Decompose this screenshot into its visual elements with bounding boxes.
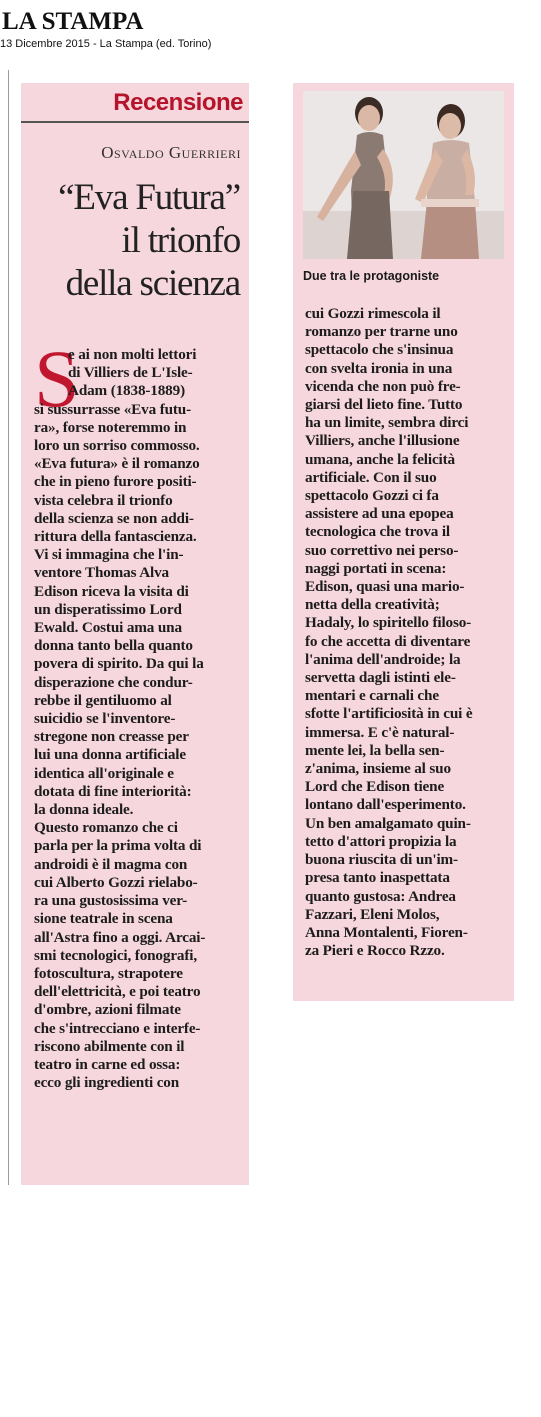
body-text-line: buona riuscita di un'im- (305, 851, 458, 869)
section-kicker: Recensione (113, 89, 243, 116)
body-text-line: Lord che Edison tiene (305, 778, 445, 796)
body-text-line: Edison, quasi una mario- (305, 578, 465, 596)
body-text-line: loro un sorriso commosso. (34, 437, 200, 455)
body-text-line: tecnologica che trova il (305, 523, 451, 541)
article-column-right (293, 83, 514, 1001)
body-text-line: «Eva futura» è il romanzo (34, 455, 200, 473)
body-text-line: riscono abilmente con il (34, 1037, 185, 1055)
body-text-line: che s'intrecciano e interfe- (34, 1019, 201, 1037)
body-text-line: cui Alberto Gozzi rielabo- (34, 873, 198, 891)
body-text-line: romanzo per trarne uno (305, 323, 458, 341)
body-text-line: giarsi del lieto fine. Tutto (305, 396, 463, 414)
stage-photo (303, 91, 504, 259)
article-body-left (34, 333, 245, 1092)
body-text-line: che in pieno furore positi- (34, 473, 197, 491)
kicker-divider (21, 121, 249, 123)
body-text-line: parla per la prima volta di (34, 837, 202, 855)
drop-cap: S (34, 333, 80, 424)
body-text-line: un disperatissimo Lord (34, 600, 182, 618)
body-text-line: lontano dall'esperimento. (305, 796, 466, 814)
body-text-line: z'anima, insieme al suo (305, 760, 451, 778)
body-text-line: servetta dagli istinti ele- (305, 669, 456, 687)
body-text-line: Edison riceva la visita di (34, 582, 189, 600)
body-text-line: Ewald. Costui ama una (34, 619, 182, 637)
body-text-line: disperazione che condur- (34, 673, 193, 691)
body-text-line: rittura della fantascienza. (34, 528, 197, 546)
publication-dateline: 13 Dicembre 2015 - La Stampa (ed. Torino) (0, 38, 212, 50)
body-text-line: sione teatrale in scena (34, 910, 173, 928)
headline-line: “Eva Futura” (58, 177, 240, 218)
body-text-line: Adam (1838-1889) (68, 382, 185, 400)
photo-caption: Due tra le protagoniste (303, 269, 440, 283)
body-text-line: Villiers, anche l'illusione (305, 432, 460, 450)
body-text-line: fo che accetta di diventare (305, 632, 471, 650)
body-text-line: ha un limite, sembra dirci (305, 414, 469, 432)
body-text-line: tetto d'attori propizia la (305, 832, 457, 850)
body-text-line: rebbe il gentiluomo al (34, 691, 172, 709)
article-headline (21, 176, 240, 305)
body-text-line: mente lei, la bella sen- (305, 741, 445, 759)
body-text-line: artificiale. Con il suo (305, 468, 437, 486)
body-text-line: immersa. E c'è natural- (305, 723, 455, 741)
body-text-line: smi tecnologici, fonografi, (34, 946, 197, 964)
body-text-line: ecco gli ingredienti con (34, 1074, 180, 1092)
body-text-line: cui Gozzi rimescola il (305, 305, 441, 322)
body-text-line: netta della creatività; (305, 596, 440, 614)
body-text-line: identica all'originale e (34, 764, 174, 782)
body-text-line: Vi si immagina che l'in- (34, 546, 184, 564)
body-text-line: suo correttivo nei perso- (305, 541, 459, 559)
author-byline: Osvaldo Guerrieri (101, 143, 241, 162)
body-text-line: la donna ideale. (34, 801, 134, 819)
body-text-line: umana, anche la felicità (305, 450, 455, 468)
body-text-line: povera di spirito. Da qui la (34, 655, 204, 673)
body-text-line: con svelta ironia in una (305, 359, 453, 377)
body-text-line: mentari e carnali che (305, 687, 439, 705)
body-text-line: si sussurrasse «Eva futu- (34, 400, 192, 418)
body-text-line: ra una gustosissima ver- (34, 892, 188, 910)
body-text-line: Anna Montalenti, Fioren- (305, 923, 468, 941)
body-text-line: assistere ad una epopea (305, 505, 454, 523)
body-text-line: teatro in carne ed ossa: (34, 1055, 181, 1073)
body-text-line: ventore Thomas Alva (34, 564, 169, 582)
body-text-line: vista celebra il trionfo (34, 491, 173, 509)
body-text-line: suicidio se l'inventore- (34, 710, 176, 728)
body-text-line: Fazzari, Eleni Molos, (305, 905, 440, 923)
body-text-line: d'ombre, azioni filmate (34, 1001, 181, 1019)
body-text-line: sfotte l'artificiosità in cui è (305, 705, 473, 723)
body-text-line: lui una donna artificiale (34, 746, 186, 764)
actresses-photo-image (303, 91, 504, 259)
body-text-line: quanto gustosa: Andrea (305, 887, 456, 905)
body-text-line: della scienza se non addi- (34, 509, 194, 527)
body-text-line: spettacolo Gozzi ci fa (305, 487, 439, 505)
body-text-line: presa tanto inaspettata (305, 869, 450, 887)
body-text-line: dotata di fine interiorità: (34, 782, 192, 800)
body-text-line: all'Astra fino a oggi. Arcai- (34, 928, 206, 946)
body-text-line: e ai non molti lettori (68, 346, 197, 363)
body-text-line: Questo romanzo che ci (34, 819, 178, 837)
newspaper-masthead: LA STAMPA (2, 8, 144, 35)
body-text-line: l'anima dell'androide; la (305, 650, 461, 668)
margin-rule (8, 70, 9, 1185)
body-text-line: fotoscultura, strapotere (34, 964, 183, 982)
body-text-line: dell'elettricità, e poi teatro (34, 983, 201, 1001)
body-text-line: vicenda che non può fre- (305, 377, 461, 395)
body-text-line: androidi è il magma con (34, 855, 188, 873)
body-text-line: za Pieri e Rocco Rzzo. (305, 942, 445, 960)
body-text-line: Hadaly, lo spiritello filoso- (305, 614, 472, 632)
body-text-line: stregone non creasse per (34, 728, 189, 746)
headline-line: il trionfo (121, 220, 240, 261)
body-text-line: di Villiers de L'Isle- (68, 364, 193, 382)
headline-line: della scienza (65, 263, 240, 304)
body-text-line: spettacolo che s'insinua (305, 341, 454, 359)
body-text-line: donna tanto bella quanto (34, 637, 193, 655)
body-text-line: naggi portati in scena: (305, 559, 447, 577)
body-text-line: Un ben amalgamato quin- (305, 814, 471, 832)
body-text-line: ra», forse noteremmo in (34, 418, 187, 436)
article-body-right (305, 305, 510, 960)
